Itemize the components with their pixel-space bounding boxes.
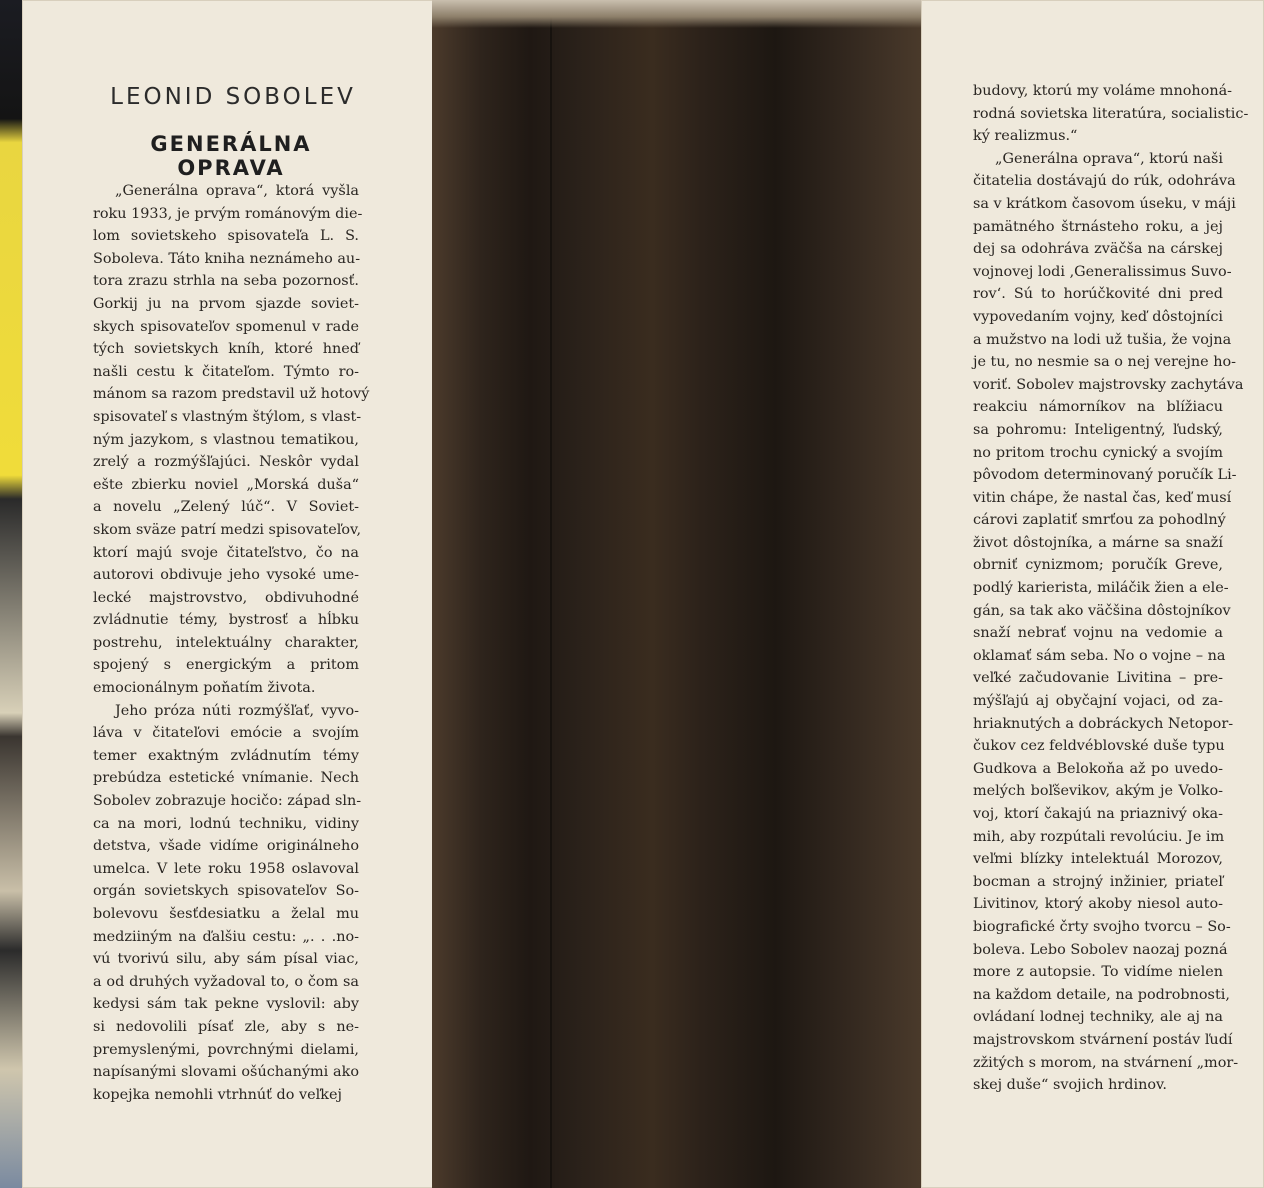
text-line: čukov cez feldvéblovské duše typu: [973, 738, 1225, 755]
text-line: „Generálna oprava“, ktorá vyšla: [115, 183, 359, 199]
text-line: gán, sa tak ako väčšina dôstojníkov: [973, 602, 1231, 619]
text-line: Gorkij ju na prvom sjazde soviet-: [93, 295, 359, 312]
text-line: pôvodom determinovaný poručík Li-: [973, 467, 1237, 484]
text-line: pamätného štrnásteho roku, a jej: [973, 218, 1223, 235]
text-line: spojený s energickým a pritom: [93, 657, 359, 674]
text-line: našli cestu k čitateľom. Týmto ro-: [93, 363, 359, 380]
text-line: na každom detaile, na podrobnosti,: [973, 986, 1230, 1003]
text-line: tých sovietskych kníh, ktoré hneď: [93, 341, 359, 358]
text-line: vú tvorivú silu, aby sám písal viac,: [93, 951, 359, 968]
text-line: ký realizmus.“: [973, 128, 1078, 145]
text-line: snaží nebrať vojnu na vedomie a: [973, 625, 1223, 642]
right-flap-text: [973, 80, 1249, 1097]
text-line: láva v čitateľovi emócie a svojím: [93, 725, 359, 742]
text-line: kopejka nemohli vtrhnúť do veľkej: [93, 1086, 342, 1103]
text-line: boleva. Lebo Sobolev naozaj pozná: [973, 941, 1228, 958]
text-line: rodná sovietska literatúra, socialistic-: [973, 105, 1249, 122]
text-line: Jeho próza núti rozmýšľať, vyvo-: [115, 702, 359, 719]
text-line: rov‘. Sú to horúčkovité dni pred: [973, 286, 1223, 303]
text-line: no pritom trochu cynický a svojím: [973, 444, 1223, 461]
text-line: majstrovskom stvárnení postáv ľudí: [973, 1031, 1233, 1048]
text-line: voj, ktorí čakajú na priaznivý oka-: [973, 806, 1223, 822]
text-line: budovy, ktorú my voláme mnohoná-: [973, 83, 1233, 99]
text-line: je tu, no nesmie sa o nej verejne ho-: [973, 354, 1237, 371]
text-line: roku 1933, je prvým románovým die-: [93, 205, 363, 222]
text-line: bocman a strojný inžinier, priateľ: [973, 873, 1223, 890]
text-line: emocionálnym poňatím života.: [93, 680, 316, 697]
text-line: „Generálna oprava“, ktorú naši: [995, 150, 1224, 167]
left-flap-text: [93, 180, 370, 1106]
text-line: sa v krátkom časovom úseku, v máji: [973, 195, 1236, 212]
book-title: GENERÁLNA OPRAVA: [150, 132, 312, 180]
text-line: autorovi obdivuje jeho vysoké ume-: [93, 567, 359, 584]
text-line: mýšľajú aj obyčajní vojaci, od za-: [973, 693, 1223, 710]
text-line: obrniť cynizmom; poručík Greve,: [973, 557, 1223, 574]
text-line: spisovateľ s vlastným štýlom, s vlast-: [93, 408, 362, 425]
text-line: lecké majstrovstvo, obdivuhodné: [93, 589, 359, 606]
text-line: dej sa odohráva zväčša na cárskej: [973, 241, 1223, 258]
text-line: voriť. Sobolev majstrovsky zachytáva: [973, 376, 1244, 393]
text-line: veľmi blízky intelektuál Morozov,: [973, 851, 1223, 868]
text-line: medziiným na ďalšiu cestu: „. . .no-: [93, 928, 359, 945]
spine-area: [432, 0, 922, 1188]
spine-top-edge: [432, 0, 922, 28]
text-line: sa pohromu: Inteligentný, ľudský,: [973, 421, 1223, 438]
text-line: a novelu „Zelený lúč“. V Soviet-: [93, 499, 359, 516]
text-line: a od druhých vyžadoval to, o čom sa: [93, 973, 359, 990]
text-line: ným jazykom, s vlastnou tematikou,: [93, 431, 359, 448]
text-line: tora zrazu strhla na seba pozornosť.: [93, 273, 359, 290]
text-line: Soboleva. Táto kniha neznámeho au-: [93, 250, 361, 267]
text-line: ktorí majú svoje čitateľstvo, čo na: [93, 544, 359, 561]
text-line: prebúdza estetické vnímanie. Nech: [93, 770, 359, 787]
text-line: zžitých s morom, na stvárnení „mor-: [973, 1054, 1239, 1071]
text-line: napísanými slovami ošúchanými ako: [93, 1064, 359, 1081]
text-line: kedysi sám tak pekne vyslovil: aby: [93, 996, 359, 1013]
text-line: a mužstvo na lodi už tušia, že vojna: [973, 331, 1232, 348]
text-line: mih, aby rozpútali revolúciu. Je im: [973, 828, 1225, 845]
author-name: LEONID SOBOLEV: [110, 84, 356, 110]
text-line: skom sväze patrí medzi spisovateľov,: [93, 521, 362, 538]
text-line: more z autopsie. To vidíme nielen: [973, 964, 1223, 981]
text-line: cárovi zaplatiť smrťou za pohodlný: [973, 512, 1226, 529]
text-line: vojnovej lodi ‚Generalissimus Suvo-: [973, 263, 1232, 280]
text-line: reakciu námorníkov na blížiacu: [973, 399, 1223, 416]
text-line: Sobolev zobrazuje hocičo: západ sln-: [93, 793, 362, 810]
text-line: biografické črty svojho tvorcu – So-: [973, 918, 1231, 935]
text-line: lom sovietskeho spisovateľa L. S.: [93, 228, 359, 245]
text-line: postrehu, intelektuálny charakter,: [93, 634, 359, 651]
text-line: podlý karierista, miláčik žien a ele-: [973, 580, 1229, 597]
text-line: skej duše“ svojich hrdinov.: [973, 1077, 1168, 1094]
text-line: ca na mori, lodnú techniku, vidiny: [93, 815, 359, 832]
text-line: detstva, všade vidíme originálneho: [93, 838, 359, 855]
text-line: oklamať sám seba. No o vojne – na: [973, 647, 1226, 664]
text-line: čitatelia dostávajú do rúk, odohráva: [973, 173, 1236, 190]
text-line: vypovedaním vojny, keď dôstojníci: [973, 308, 1223, 325]
text-line: Livitinov, ktorý akoby niesol auto-: [973, 896, 1223, 913]
text-line: temer exaktným zvládnutím témy: [93, 747, 359, 764]
text-line: zrelý a rozmýšľajúci. Neskôr vydal: [93, 454, 359, 471]
text-line: orgán sovietskych spisovateľov So-: [93, 883, 359, 900]
text-line: hriaknutých a dobráckych Netopor-: [973, 715, 1234, 732]
text-line: ovládaní lodnej techniky, ale aj na: [973, 1009, 1223, 1026]
text-line: mánom sa razom predstavil už hotový: [93, 386, 370, 403]
text-line: veľké začudovanie Livitina – pre-: [973, 670, 1223, 687]
text-line: umelca. V lete roku 1958 oslavoval: [93, 860, 359, 877]
text-line: ešte zbierku noviel „Morská duša“: [93, 476, 359, 493]
text-line: si nedovolili písať zle, aby s ne-: [93, 1018, 359, 1035]
text-line: vitin chápe, že nastal čas, keď musí: [973, 489, 1232, 506]
text-line: premyslenými, povrchnými dielami,: [93, 1041, 359, 1058]
text-line: bolevovu šesťdesiatku a želal mu: [93, 906, 359, 922]
text-line: skych spisovateľov spomenul v rade: [93, 318, 359, 335]
text-line: zvládnutie témy, bystrosť a hĺbku: [93, 612, 359, 629]
text-line: Gudkova a Belokoňa až po uvedo-: [973, 760, 1223, 777]
text-line: život dôstojníka, a márne sa snaží: [973, 534, 1223, 551]
text-line: melých boľševikov, akým je Volko-: [973, 783, 1223, 800]
